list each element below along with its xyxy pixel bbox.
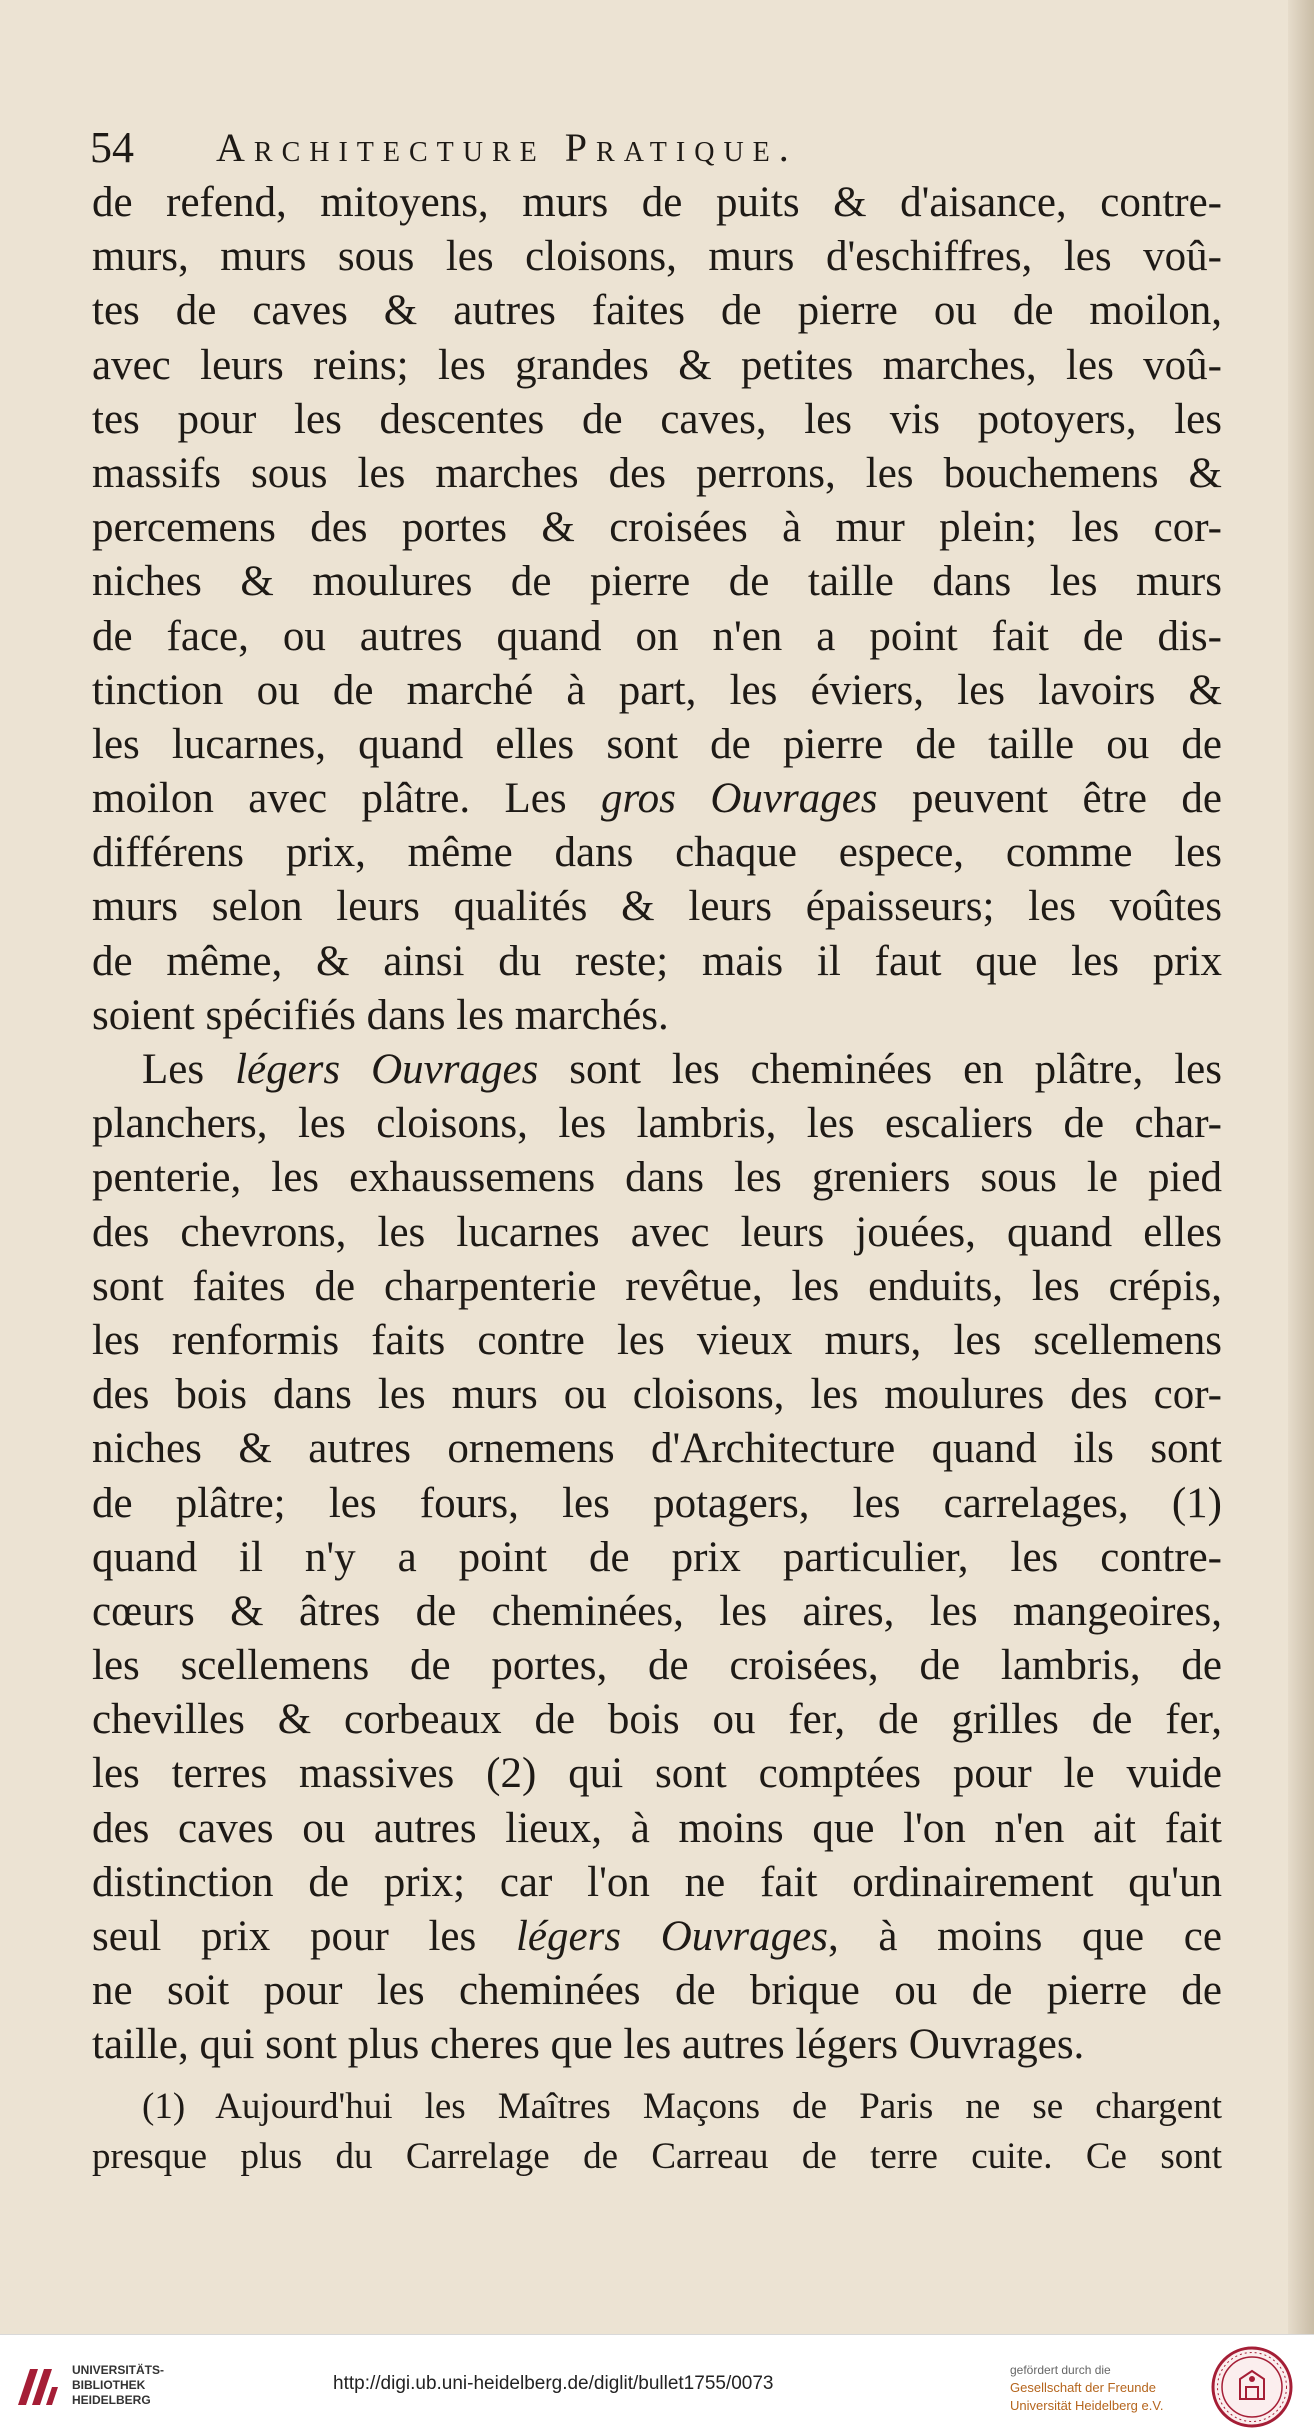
text-span: seul prix pour les [92, 1913, 516, 1960]
funding-label: gefördert durch die [1010, 2363, 1111, 2377]
text-line: avec leurs reins; les grandes & petites marches, les voû- [92, 341, 1222, 389]
italic-term: légers Ouvrages [235, 1046, 539, 1093]
text-line: différens prix, même dans chaque espece, comme les [92, 829, 1222, 877]
text-span: , à moins que ce [827, 1913, 1222, 1960]
text-line: percemens des portes & croisées à mur plein; les cor- [92, 504, 1222, 552]
text-line: des bois dans les murs ou cloisons, les moulures des cor- [92, 1371, 1222, 1419]
text-line: les renformis faits contre les vieux murs, les scellemens [92, 1316, 1222, 1364]
text-line: sont faites de charpenterie revêtue, les enduits, les crépis, [92, 1262, 1222, 1310]
footnote-line: presque plus du Carrelage de Carreau de terre cuite. Ce sont [92, 2136, 1222, 2177]
funding-org-line[interactable]: Gesellschaft der Freunde [1010, 2380, 1156, 2395]
funding-credit [1010, 2361, 1210, 2415]
text-line: ne soit pour les cheminées de brique ou de pierre de [92, 1967, 1222, 2015]
text-line: penterie, les exhaussemens dans les greniers sous le pied [92, 1154, 1222, 1202]
paragraph-end-line: soient spécifiés dans les marchés. [92, 991, 669, 1039]
text-line: de face, ou autres quand on n'en a point fait de dis- [92, 612, 1222, 660]
text-line: chevilles & corbeaux de bois ou fer, de grilles de fer, [92, 1696, 1222, 1744]
university-seal-icon[interactable] [1210, 2345, 1294, 2429]
funding-org-line[interactable]: Universität Heidelberg e.V. [1010, 2398, 1164, 2413]
text-line-legers-ouvrages [92, 1910, 1222, 1964]
library-name-line: BIBLIOTHEK [72, 2378, 146, 2392]
text-line: quand il n'y a point de prix particulier, les contre- [92, 1533, 1222, 1581]
text-line: cœurs & âtres de cheminées, les aires, les mangeoires, [92, 1587, 1222, 1635]
text-line: les lucarnes, quand elles sont de pierre de taille ou de [92, 720, 1222, 768]
library-name-line: UNIVERSITÄTS- [72, 2363, 165, 2377]
text-line: tes de caves & autres faites de pierre ou de moilon, [92, 287, 1222, 335]
library-name-line: HEIDELBERG [72, 2393, 151, 2407]
running-title: Architecture Pratique. [216, 125, 798, 170]
viewer-footer [0, 2334, 1314, 2432]
text-span: sont les cheminées en plâtre, les [538, 1046, 1223, 1093]
text-line: de refend, mitoyens, murs de puits & d'aisance, contre- [92, 179, 1222, 226]
italic-term: légers Ouvrages [515, 1913, 828, 1960]
permalink-url[interactable]: http://digi.ub.uni-heidelberg.de/diglit/bullet1755/0073 [333, 2373, 774, 2394]
text-line: niches & autres ornemens d'Architecture quand ils sont [92, 1425, 1222, 1473]
page-header [90, 118, 1220, 178]
text-span: peuvent être de [877, 775, 1222, 823]
text-line: les terres massives (2) qui sont comptées pour le vuide [92, 1750, 1222, 1798]
text-span: Les [142, 1046, 236, 1093]
text-line: tes pour les descentes de caves, les vis potoyers, les [92, 395, 1222, 443]
text-line: tinction ou de marché à part, les éviers, les lavoirs & [92, 666, 1222, 714]
text-line: planchers, les cloisons, les lambris, les escaliers de char- [92, 1100, 1222, 1148]
text-line: de plâtre; les fours, les potagers, les carrelages, (1) [92, 1479, 1222, 1527]
text-line: massifs sous les marches des perrons, les bouchemens & [92, 449, 1222, 497]
text-line: de même, & ainsi du reste; mais il faut que les prix [92, 937, 1222, 985]
text-line: niches & moulures de pierre de taille dans les murs [92, 558, 1222, 606]
italic-term: gros Ouvrages [601, 775, 878, 823]
university-library-logo-icon[interactable] [12, 2361, 64, 2413]
text-line-gros-ouvrages [92, 772, 1222, 826]
text-span: moilon avec plâtre. Les [92, 775, 602, 823]
library-name [72, 2363, 212, 2408]
paragraph-end-line: taille, qui sont plus cheres que les autres légers Ouvrages. [92, 2021, 1085, 2069]
text-line: les scellemens de portes, de croisées, de lambris, de [92, 1642, 1222, 1690]
text-line: des caves ou autres lieux, à moins que l'on n'en ait fait [92, 1804, 1222, 1852]
page-number: 54 [90, 123, 134, 172]
text-line: murs, murs sous les cloisons, murs d'eschiffres, les voû- [92, 233, 1222, 281]
footnote-line: (1) Aujourd'hui les Maîtres Maçons de Paris ne se chargent [142, 2086, 1222, 2127]
text-line: des chevrons, les lucarnes avec leurs jouées, quand elles [92, 1208, 1222, 1256]
text-line: murs selon leurs qualités & leurs épaisseurs; les voûtes [92, 883, 1222, 931]
text-line-legers-ouvrages [92, 1043, 1222, 1097]
footnotes [92, 2082, 1222, 2182]
text-line: distinction de prix; car l'on ne fait ordinairement qu'un [92, 1858, 1222, 1906]
body-text [92, 176, 1222, 2073]
page-edge-shadow [1288, 0, 1314, 2334]
